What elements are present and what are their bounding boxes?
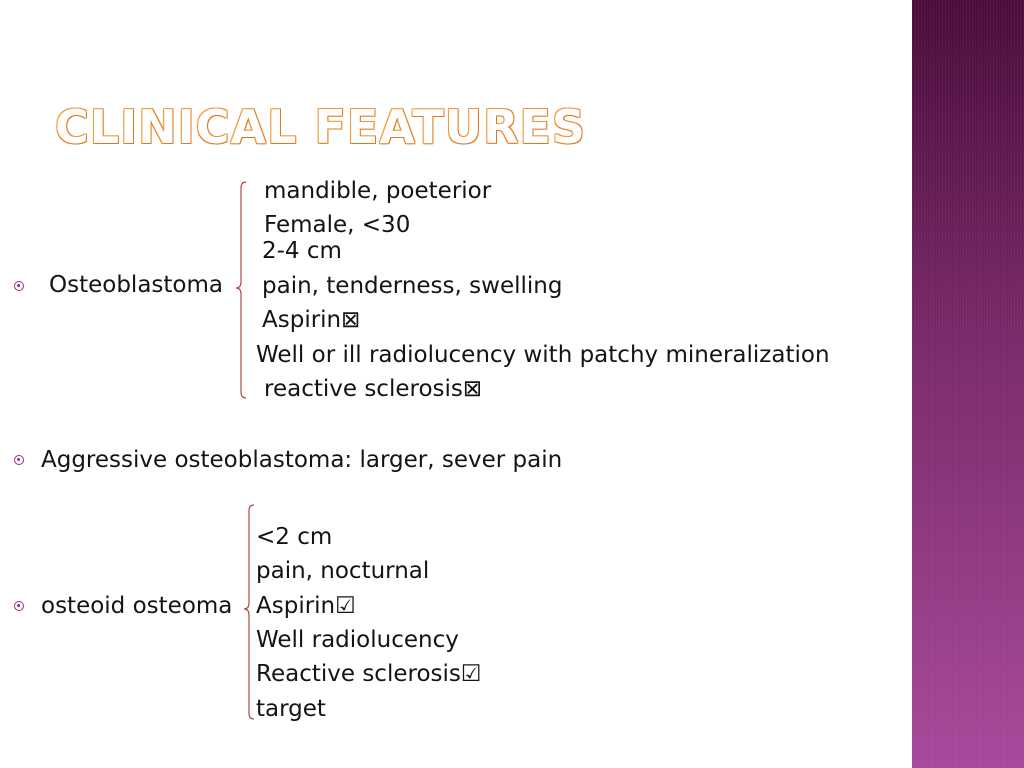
- osteoid-osteoma-label: osteoid osteoma: [41, 593, 233, 619]
- bullet-icon: [14, 455, 24, 465]
- bullet-icon: [14, 281, 24, 291]
- bullet-icon: [14, 601, 24, 611]
- osteoid-osteoma-item: Reactive sclerosis☑: [256, 661, 482, 687]
- osteoid-osteoma-item: Aspirin☑: [256, 593, 356, 619]
- osteoid-osteoma-item: Well radiolucency: [256, 627, 459, 653]
- osteoblastoma-item: mandible, poeterior: [264, 178, 492, 204]
- osteoblastoma-item: pain, tenderness, swelling: [262, 273, 563, 299]
- osteoblastoma-brace: [234, 180, 254, 400]
- osteoid-osteoma-item: pain, nocturnal: [256, 558, 430, 584]
- osteoblastoma-item: Female, <30: [264, 212, 411, 238]
- osteoid-osteoma-item: <2 cm: [256, 524, 333, 550]
- decorative-sidebar: [912, 0, 1024, 768]
- osteoblastoma-label: Osteoblastoma: [49, 272, 223, 298]
- slide-title: CLINICAL FEATURES: [55, 100, 587, 154]
- osteoblastoma-item: Well or ill radiolucency with patchy mineralization: [256, 342, 830, 368]
- osteoblastoma-item: Aspirin⊠: [262, 307, 361, 333]
- osteoblastoma-item: reactive sclerosis⊠: [264, 376, 483, 402]
- osteoblastoma-item: 2-4 cm: [262, 238, 342, 264]
- osteoid-osteoma-item: target: [256, 696, 326, 722]
- aggressive-osteoblastoma-text: Aggressive osteoblastoma: larger, sever pain: [41, 447, 563, 473]
